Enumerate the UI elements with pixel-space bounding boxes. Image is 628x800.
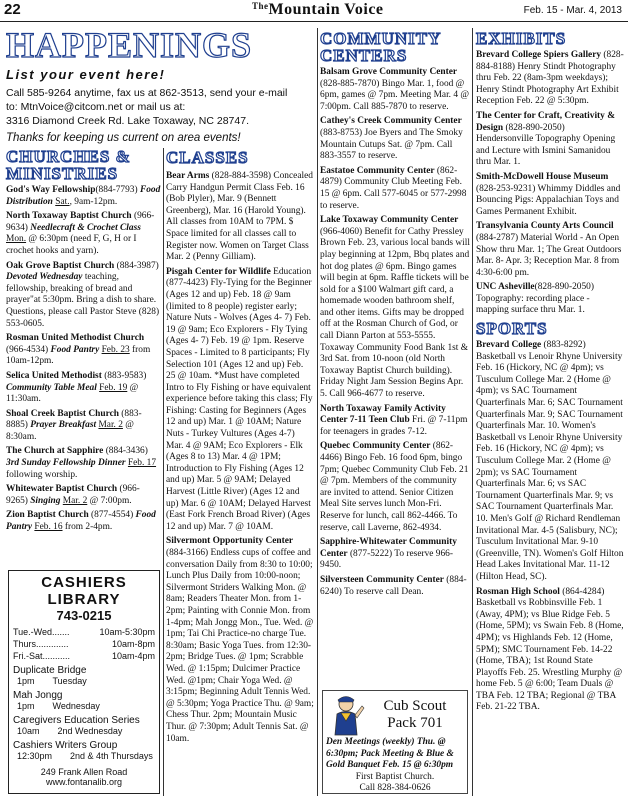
exhibit-list: [476, 50, 624, 317]
cub-scout-emblem-icon: [326, 694, 366, 736]
church-event-details: from 2-4pm.: [62, 522, 113, 533]
community-entry: [320, 441, 470, 534]
church-entry: [6, 371, 161, 406]
church-event-date[interactable]: Feb. 19: [99, 382, 128, 393]
church-entry: [6, 261, 161, 331]
sports-entry: [476, 340, 624, 583]
community-entry-details: (883-8753) Joe Byers and The Smoky Mountain Cutups Sat. @ 7pm. Call 883-3557 to reserve.: [320, 127, 463, 162]
class-entry: [166, 536, 314, 745]
community-entry-details: (828-885-7870) Bingo Mar. 1, food @ 6pm, games @ 7pm. Meeting Mar. 4 @ 7:00pm. Call 885-7870 to reserve.: [320, 78, 470, 112]
church-event-details: @ 6:30pm (need F, G, H or I crochet hooks and yarn).: [6, 234, 137, 256]
library-event: [13, 665, 155, 686]
exhibit-entry-name: Smith-McDowell House Museum: [476, 171, 609, 182]
class-list: [166, 171, 314, 745]
library-hours: [13, 627, 155, 661]
church-event-date[interactable]: Mar. 2: [62, 495, 88, 506]
library-event-title: Cashiers Writers Group: [13, 740, 118, 751]
church-event: 3rd Sunday Fellowship Dinner: [6, 458, 126, 469]
church-entry: [6, 510, 161, 533]
community-entry-details: (966-4060) Benefit for Cathy Pressley Brown Feb. 23, various local bands will play beginning at 12pm, Bbq plates and hot dog plates @ 6pm. Bingo games will begin at 6pm. Raffle tickets will be sold for a $100 Walmart gift card, a homemade wooden bathroom shelf, and other items. Gifts may be dropped off at the Rosman Church of God, or call Diann Parton at 553-5555. Toxaway Community Food Bank 1st & 3rd Sat. from 10-noon (old North Toxaway Baptist Church building). Friday Night Jam Session Begins Apr. 5. Call 966-4677 to reserve.: [320, 226, 470, 400]
community-title-line-2: CENTERS: [320, 46, 408, 65]
exhibit-entry-name: UNC Asheville: [476, 282, 535, 293]
column-divider: [317, 28, 318, 796]
church-event-date[interactable]: Mon.: [6, 234, 27, 245]
community-entry-name: Sapphire-Whitewater Community Center: [320, 537, 457, 559]
library-phone: 743-0215: [56, 608, 112, 623]
exhibit-entry-details: (828-884-8188) Henry Stindt Photography thru Feb. 22 (8am-3pm weekdays); Henry Stindt Photography Art Exhibit Reception Feb. 22 @ 5:30pm.: [476, 50, 624, 107]
community-entry: [320, 215, 470, 401]
exhibit-entry-details: (828-890-2050) Hendersonville Topography Opening and Lecture with Ismini Samanidou thru Mar. 1.: [476, 122, 616, 168]
churches-title-line-2: MINISTRIES: [6, 164, 119, 183]
churches-column: [6, 148, 161, 537]
community-entry: [320, 575, 470, 598]
church-event-date[interactable]: Feb. 16: [34, 522, 63, 533]
classes-section-title: CLASSES: [166, 148, 249, 167]
church-name: North Toxaway Baptist Church: [6, 211, 132, 222]
church-name: Shoal Creek Baptist Church: [6, 408, 119, 419]
church-name: Rosman United Methodist Church: [6, 333, 145, 344]
library-website[interactable]: www.fontanalib.org: [45, 777, 123, 787]
church-phone: (966-9265): [6, 484, 140, 506]
church-event: Prayer Breakfast: [30, 420, 97, 431]
library-address-block: [13, 767, 155, 787]
exhibit-entry: [476, 221, 624, 279]
happenings-thanks: Thanks for keeping us current on area events!: [6, 132, 241, 144]
church-phone: (877-4554): [88, 510, 136, 521]
church-list: [6, 185, 161, 534]
sports-entry-details: (864-4284) Basketball vs Robbinsville Feb. 1 (Away, 4PM); vs Blue Ridge Feb. 5 (Home, 5PM); vs Swain Feb. 8 (Home, 4PM); vs Highlands Feb. 12 (Home, 5PM); SMC Tournament Feb. 14-22 (Home, TBA); 1st Round State Playoffs Feb. 25. Wrestling Murphy @ home Feb. 5 @ 6:00; Team Duals @ TBA Feb. 12 TBA; Regional @ TBA Feb. 21-22 TBA.: [476, 586, 624, 713]
exhibit-entry-details: (828-890-2050) Topography: recording place - mapping surface thru Mar. 1.: [476, 282, 594, 316]
library-event-time: 12:30pm: [17, 751, 53, 761]
class-entry-name: Pisgah Center for Wildlife: [166, 266, 271, 277]
exhibit-entry-name: Brevard College Spiers Gallery: [476, 50, 602, 60]
community-title-line-1: COMMUNITY: [320, 29, 442, 48]
community-entry-name: Balsam Grove Community Center: [320, 67, 458, 77]
library-event-schedule: [13, 726, 155, 736]
library-event-schedule: [13, 751, 155, 761]
library-time: 10am-8pm: [111, 639, 155, 649]
church-event-details: from 10am-12pm.: [6, 344, 151, 367]
church-event-details: teaching, fellowship, breaking of bread and prayer"at 5:30pm. Bring a dish to share. Questions, please call Pastor Steve (828) 553-0605.: [6, 272, 160, 329]
cub-scout-header: [326, 693, 464, 737]
classes-column: [166, 148, 314, 748]
class-entry: [166, 267, 314, 534]
church-event-details: @ 11:30am.: [6, 382, 139, 405]
library-events: [13, 665, 155, 761]
issue-date-range: Feb. 15 - Mar. 4, 2013: [523, 5, 622, 16]
library-day: Fri.-Sat...........: [13, 651, 71, 661]
library-event: [13, 715, 155, 736]
library-event-time: 10am: [17, 726, 40, 736]
library-event-when: 2nd & 4th Thursdays: [70, 751, 153, 761]
sports-list: [476, 340, 624, 714]
community-list: [320, 67, 470, 598]
church-name: The Church at Sapphire: [6, 446, 104, 457]
cub-scout-title: [366, 698, 464, 732]
library-time: 10am-4pm: [111, 651, 155, 661]
class-entry-details: Education (877-4423) Fly-Tying for the Beginner (Ages 12 and up) Feb. 18 @ 9am (limited to 8 people) register early; Nature Nuts - Wolves (Ages 4- 7) Feb. 19 @ 9am; Eco Explorers - Fly Tying (Ages 4- 7) Feb. 19 @ 1pm. Reserve Spaces - Limited to 8 participants; Fly Selection 101 (Ages 12 and up) Feb. 25 @ 10am. *Must have completed Intro to Fly Fishing or have equivalent experience before taking this class; Fly Fishing: Casting for Beginners (Ages 12 and up) Mar. 1 @ 10AM; Nature Nuts - Turkey Vultures (Ages 4-7) Mar. 4 @ 9AM; Eco Explorers - Elk (Ages 8 to 13) Mar. 4 @ 1PM; Introduction to Fly Fishing (Ages 12 and up) Mar. 5 @ 9AM; Delayed Harvest (Little River) (Ages 12 and up) Mar. 6 @ 10AM; Delayed Harvest (East Fork French Broad River) (Ages 12 and up) Mar. 7 @ 10AM.: [166, 266, 313, 532]
library-event-when: Tuesday: [52, 676, 87, 686]
publication-name: [252, 1, 384, 19]
cub-scout-schedule: Den Meetings (weekly) Thu. @ 6:30pm; Pack Meeting & Blue & Gold Banquet Feb. 15 @ 6:30pm: [326, 737, 454, 771]
churches-title-line-1: CHURCHES &: [6, 147, 131, 166]
library-event-title: Mah Jongg: [13, 690, 63, 701]
exhibit-entry-name: The Center for Craft, Creativity & Design: [476, 110, 616, 133]
sports-entry-name: Rosman High School: [476, 586, 560, 597]
church-entry: [6, 185, 161, 208]
library-event: [13, 740, 155, 761]
contact-line-3: 3316 Diamond Creek Rd. Lake Toxaway, NC 28747.: [6, 115, 249, 127]
community-entry: [320, 404, 470, 439]
community-entry-name: North Toxaway Family Activity Center 7-11 Teen Club: [320, 403, 446, 426]
class-entry-details: (828-884-3598) Concealed Carry Handgun Permit Class Feb. 16 (Bob Plyler), Mar. 9 (Bennett Greenberg), Mar. 16 (Harold Young). All classes from 10AM to 7PM. $ Space limited for all classes call to Register now. Women on Target Class Mar. 2 (Penny Gilliam).: [166, 171, 313, 263]
community-entry: [320, 166, 470, 212]
happenings-banner: [6, 26, 314, 144]
library-day: Thurs.............: [13, 639, 69, 649]
library-event-when: 2nd Wednesday: [57, 726, 123, 736]
community-entry-name: Lake Toxaway Community Center: [320, 215, 459, 226]
library-event-when: Wednesday: [52, 701, 100, 711]
church-name: God's Way Fellowship: [6, 185, 96, 195]
church-event-details: , 9am-12pm.: [69, 196, 118, 207]
church-event: Food Pantry: [50, 344, 100, 355]
library-event-time: 1pm: [17, 676, 35, 686]
library-event: [13, 690, 155, 711]
community-entry-details: (877-5222) To reserve 966-9450.: [320, 548, 453, 571]
sports-entry-name: Brevard College: [476, 340, 542, 351]
church-event: Singing: [30, 495, 61, 506]
class-entry-details: (884-3166) Endless cups of coffee and conversation Daily from 8:30 to 10:00; Lunch Plus Daily from 10:00-noon; Silvermont Striders Walking Mon. @ 8am; Readers Theater Mon. from 1-2pm; Painting with Connie Mon. from 1-4pm; Mah Jongg Mon., Tue. Wed. @ 1pm; Tai Chi Practice-no charge Tue. 8:30am; Basic Yoga Tues. from 12:30-2pm; Bridge Tues. @ 1pm; Scrabble Wed. @ 1:15pm; Dulcimer Practice Wed. @1pm; Chair Yoga Wed. @ 3:15pm; Beginning Adult Tennis Wed. @ 5:30pm; Yoga Practice Thu. @ 9am; Chess Thur. 2pm; Mountain Music Thur. @ 7:30pm; Adult Tennis Sat. @ 10am.: [166, 548, 314, 744]
community-entry-details: (862-4879) Community Club Meeting Feb. 15 @ 6pm. Call 577-6045 or 577-2998 to reserve.: [320, 165, 467, 211]
library-event-schedule: [13, 676, 155, 686]
church-event-date[interactable]: Sat.: [55, 196, 70, 207]
community-entry-name: Eastatoe Community Center: [320, 165, 435, 176]
library-address: 249 Frank Allen Road: [40, 767, 128, 777]
church-event-date[interactable]: Feb. 23: [101, 344, 130, 355]
happenings-title: HAPPENINGS: [6, 25, 253, 65]
church-phone: (883-9583): [101, 370, 147, 381]
exhibits-sports-column: [476, 30, 624, 717]
church-name: Selica United Methodist: [6, 370, 102, 381]
sports-entry: [476, 587, 624, 715]
exhibit-entry: [476, 282, 624, 317]
sports-entry-details: (883-8292) Basketball vs Lenoir Rhyne University Feb. 16 (Hickory, NC @ 4pm); vs Tusculum College Mar. 2 (Home @ 4pm); vs SAC Tournament Quarterfinals Mar. 6; SAC Tournament Quarterfinals Mar. 9; SAC Tournament Quarterfinals Mar. 10. Women's Basketball vs Lenoir Rhyne University Feb. 16 (Hickory, NC @ 4pm); vs Tusculum College Mar. 2 (Home @ 2pm); vs SAC Tournament Quarterfinals Mar. 6; vs SAC Tournament Quarterfinals Mar. 9; vs SAC Tournament Quarterfinals Mar. 10. Men's Golf @ Richard Rendleman Invitational Mar. 4-5 (Salisbury, NC); Tusculum Invitational Mar. 9-10 (Greenville, TN). Women's Golf Hilton Head Lakes Invitational Mar. 11-12 (Hilton Head, SC).: [476, 340, 624, 582]
community-entry: [320, 67, 470, 113]
library-hours-row: [13, 639, 155, 649]
exhibit-entry: [476, 111, 624, 169]
community-section-title: [320, 30, 470, 64]
happenings-contact-info: [6, 86, 314, 128]
publication-prefix: The: [252, 1, 269, 11]
cashiers-library-box: [8, 570, 160, 794]
community-entry-details: (884-6240) To reserve call Dean.: [320, 574, 467, 597]
community-entry-name: Quebec Community Center: [320, 441, 431, 452]
cub-scout-phone: Call 828-384-0626: [359, 783, 431, 794]
sports-section-title: SPORTS: [476, 319, 548, 339]
cub-scout-place: First Baptist Church.: [355, 771, 435, 782]
church-entry: [6, 333, 161, 368]
library-day: Tue.-Wed.......: [13, 627, 70, 637]
church-phone: (883-8885): [6, 408, 142, 431]
library-hours-row: [13, 651, 155, 661]
exhibit-entry-name: Transylvania County Arts Council: [476, 221, 614, 232]
community-entry-name: Cathey's Creek Community Center: [320, 116, 462, 127]
community-entry: [320, 537, 470, 572]
church-phone: (884-3987): [114, 260, 159, 271]
library-event-time: 1pm: [17, 701, 35, 711]
church-event: Devoted Wednesday: [6, 272, 83, 283]
class-entry: [166, 171, 314, 264]
church-event: Food Pantry: [6, 510, 156, 533]
exhibit-entry-details: (828-253-9231) Whimmy Diddles and Bouncing Pigs: Appalachian Toys and Games Permanent Exhibit.: [476, 183, 621, 217]
exhibit-entry-details: (884-2787) Material World - An Open Show thru Mar. 1; The Great Outdoors Mar. 8- Apr. 3; Reception Mar. 8 from 4:30-6:00 pm.: [476, 232, 622, 278]
page-number: 22: [4, 1, 21, 18]
exhibits-section-title: EXHIBITS: [476, 29, 567, 48]
class-entry-name: Silvermont Opportunity Center: [166, 536, 294, 547]
exhibit-entry: [476, 50, 624, 108]
church-entry: [6, 484, 161, 507]
community-centers-column: [320, 30, 470, 601]
cub-scout-title-line-2: Pack 701: [387, 715, 443, 731]
library-title: CASHIERS LIBRARY: [41, 574, 127, 608]
church-event: Needlecraft & Crochet Class: [30, 222, 141, 233]
library-time: 10am-5:30pm: [99, 627, 155, 637]
exhibit-entry: [476, 172, 624, 218]
community-entry-name: Silversteen Community Center: [320, 574, 444, 585]
church-name: Zion Baptist Church: [6, 510, 89, 521]
contact-line-2: to: MtnVoice@citcom.net or mail us at:: [6, 101, 186, 113]
church-event-details: @ 8:30am.: [6, 420, 134, 442]
church-phone: (884-3436): [103, 446, 148, 457]
library-event-title: Caregivers Education Series: [13, 715, 140, 726]
community-entry-details: Fri. @ 7-11pm for teenagers in grades 7-12.: [320, 415, 468, 437]
church-event-details: @ 7:00pm.: [87, 495, 132, 506]
library-event-schedule: [13, 701, 155, 711]
community-entry: [320, 116, 470, 162]
church-event: Food Distribution: [6, 185, 161, 207]
churches-section-title: [6, 148, 161, 182]
church-entry: [6, 409, 161, 444]
church-event: Community Table Meal: [6, 382, 97, 393]
column-divider: [472, 28, 473, 796]
community-entry-details: (862-4466) Bingo Feb. 16 food 6pm, bingo 7pm; Quebec Community Club Feb. 21 @ 7pm. Members of the community are invited to attend. Senior Citizen Meal Site serves lunch Mon-Fri. Reserve for lunch, call 862-4466. To reserve, call Laverne, 862-4934.: [320, 441, 469, 533]
church-phone: (884-7793): [95, 185, 140, 195]
church-entry: [6, 446, 161, 481]
church-name: Whitewater Baptist Church: [6, 484, 118, 495]
cub-scout-box: [322, 690, 468, 794]
church-event-date[interactable]: Mar. 2: [98, 420, 123, 431]
church-event-date[interactable]: Feb. 17: [127, 458, 157, 469]
church-name: Oak Grove Baptist Church: [6, 260, 115, 271]
library-event-title: Duplicate Bridge: [13, 665, 87, 676]
church-event-details: following worship.: [6, 469, 78, 480]
column-divider: [163, 148, 164, 796]
church-phone: (966-4534): [6, 344, 51, 355]
library-hours-row: [13, 627, 155, 637]
happenings-subtitle: List your event here!: [6, 67, 166, 82]
church-entry: [6, 211, 161, 257]
cub-scout-title-line-1: Cub Scout: [383, 698, 447, 714]
masthead: [0, 0, 628, 22]
contact-line-1: Call 585-9264 anytime, fax us at 862-3513, send your e-mail: [6, 87, 288, 99]
church-phone: (966-9634): [6, 211, 155, 233]
publication-title: Mountain Voice: [268, 1, 384, 18]
class-entry-name: Bear Arms: [166, 171, 210, 181]
